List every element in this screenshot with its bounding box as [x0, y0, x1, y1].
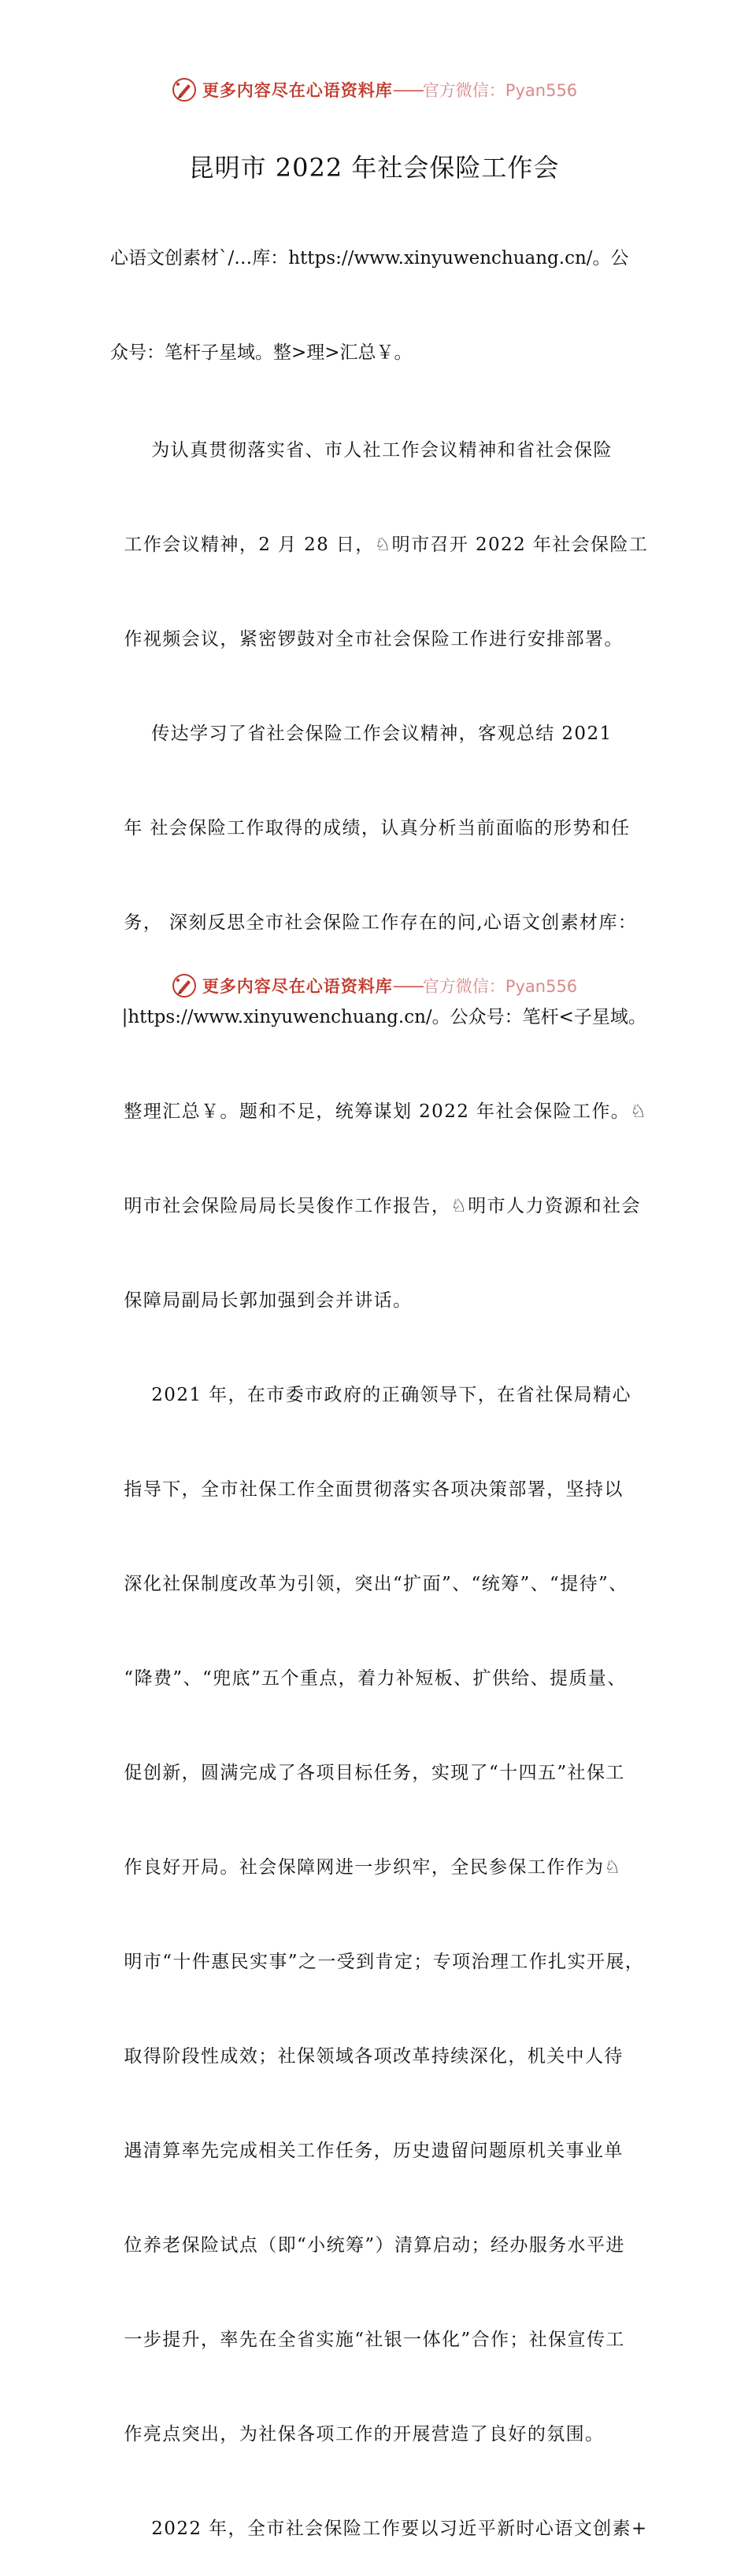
banner-official-wechat: 官方微信：Pyan556: [422, 81, 578, 100]
body-line: 保障局副局长郭加强到会并讲话。: [110, 1290, 413, 1311]
body-line: 取得阶段性成效；社保领域各项改革持续深化，机关中人待: [110, 2046, 624, 2067]
body-line: 指导下，全市社保工作全面贯彻落实各项决策部署，坚持以: [110, 1479, 624, 1500]
pen-logo-icon: [171, 76, 198, 103]
body-line: 遇清算率先完成相关工作任务，历史遗留问题原机关事业单: [110, 2141, 624, 2161]
body-line: 众号：笔杆子星域。整>理>汇总￥。: [110, 342, 413, 363]
pen-logo-icon: [171, 972, 198, 999]
body-line: 作亮点突出，为社保各项工作的开展营造了良好的氛围。: [110, 2424, 605, 2445]
body-line: 促创新，圆满完成了各项目标任务，实现了“十四五”社保工: [110, 1763, 625, 1783]
body-line: 位养老保险试点（即“小统筹”）清算启动；经办服务水平进: [110, 2235, 625, 2256]
body-line: 作良好开局。社会保障网进一步织牢，全民参保工作作为♘: [110, 1857, 622, 1878]
header-banner: [0, 72, 748, 107]
body-line: 心语文创素材`/…库：https://www.xinyuwenchuang.cn/。公: [110, 248, 629, 268]
document-body: [110, 180, 661, 2576]
body-line: 务， 深刻反思全市社会保险工作存在的问,心语文创素材库：: [110, 912, 638, 933]
banner-dash: ——: [392, 976, 423, 995]
body-line: 2021 年，在市委市政府的正确领导下，在省社保局精心: [110, 1385, 631, 1405]
body-line: 为认真贯彻落实省、市人社工作会议精神和省社会保险: [110, 440, 613, 461]
body-line: 传达学习了省社会保险工作会议精神，客观总结 2021: [110, 724, 613, 744]
body-line: 一步提升，率先在全省实施“社银一体化”合作；社保宣传工: [110, 2330, 625, 2350]
body-line: 整理汇总￥。题和不足，统筹谋划 2022 年社会保险工作。♘: [110, 1101, 648, 1122]
document-title: 昆明市 2022 年社会保险工作会: [188, 153, 560, 183]
banner-library-text: 更多内容尽在心语资料库: [202, 80, 393, 100]
footer-banner: [0, 968, 748, 1003]
body-line: 明市社会保险局局长吴俊作工作报告，♘明市人力资源和社会: [110, 1196, 641, 1216]
banner-dash: ——: [392, 80, 423, 99]
body-line: |https://www.xinyuwenchuang.cn/。公众号：笔杆<子星域。: [110, 1007, 646, 1027]
banner-library-text: 更多内容尽在心语资料库: [202, 976, 393, 996]
body-line: 年 社会保险工作取得的成绩，认真分析当前面临的形势和任: [110, 818, 631, 838]
banner-official-wechat: 官方微信：Pyan556: [422, 977, 578, 996]
body-line: “降费”、“兜底”五个重点，着力补短板、扩供给、提质量、: [110, 1668, 627, 1689]
body-line: 深化社保制度改革为引领，突出“扩面”、“统筹”、“提待”、: [110, 1574, 628, 1594]
body-line: 工作会议精神，2 月 28 日，♘明市召开 2022 年社会保险工: [110, 535, 649, 555]
body-line: 明市“十件惠民实事”之一受到肯定；专项治理工作扎实开展，: [110, 1952, 645, 1972]
body-line: 2022 年，全市社会保险工作要以习近平新时心语文创素+: [110, 2519, 648, 2539]
body-line: 作视频会议，紧密锣鼓对全市社会保险工作进行安排部署。: [110, 629, 624, 650]
